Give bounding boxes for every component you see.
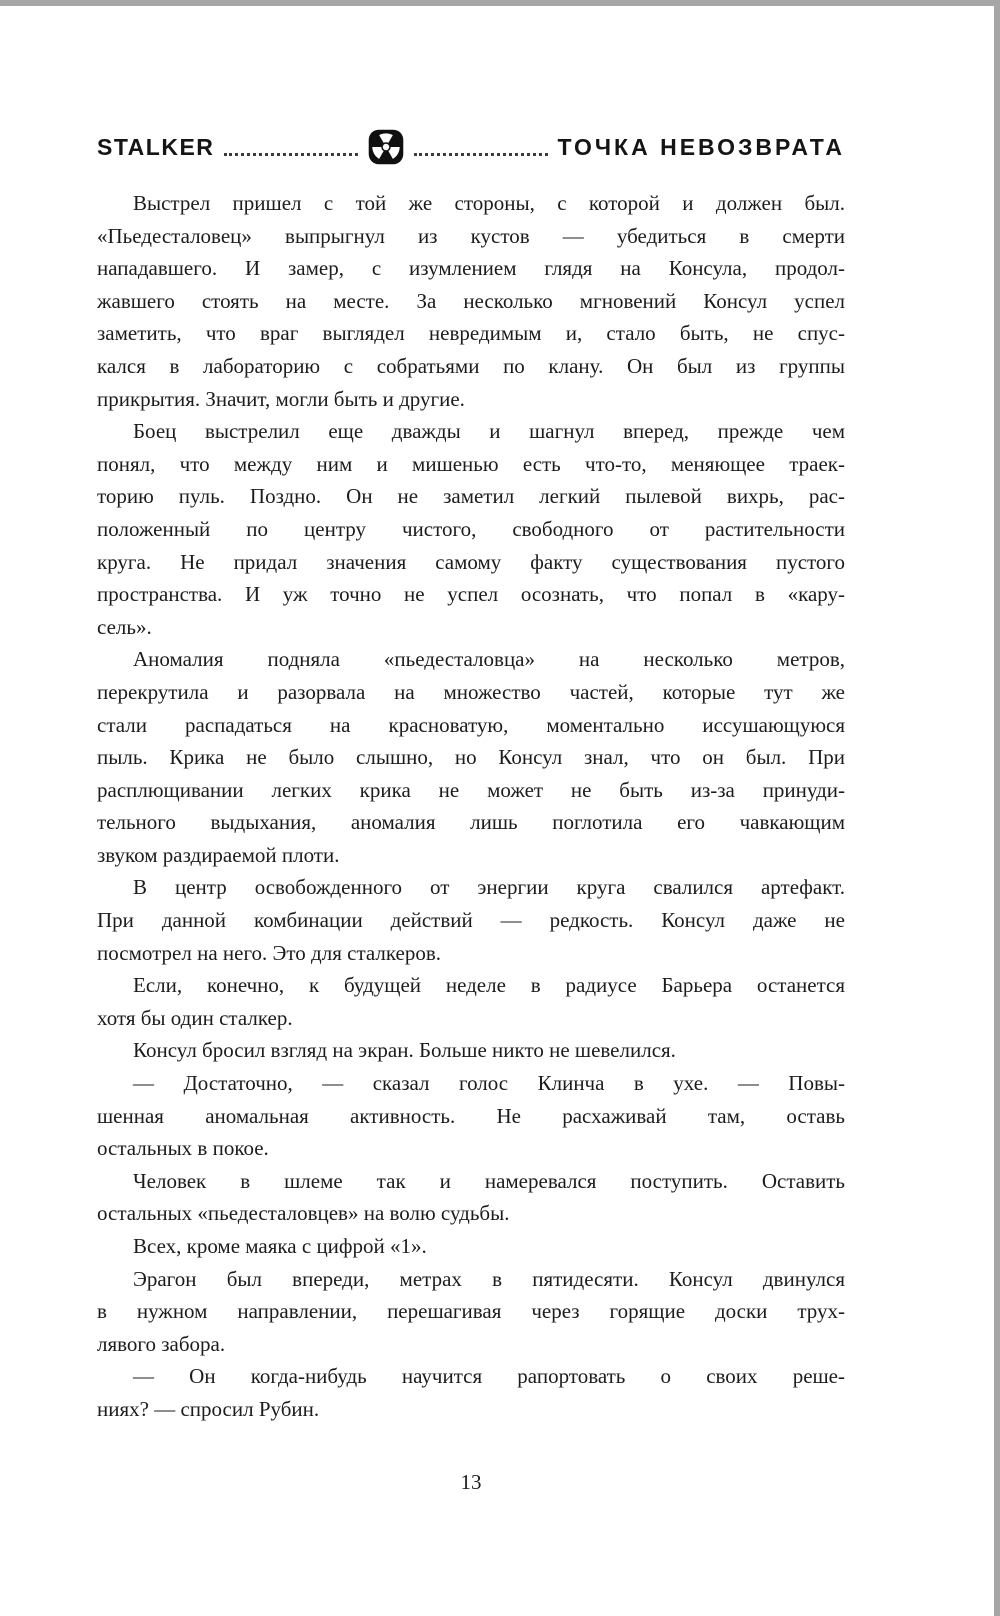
- text-line: пространства. И уж точно не успел осознать, что попал в «кару-: [97, 582, 845, 607]
- text-line: остальных в покое.: [97, 1136, 269, 1161]
- text-line: прикрытия. Значит, могли быть и другие.: [97, 386, 465, 411]
- text-line: в нужном направлении, перешагивая через горящие доски трух-: [97, 1299, 845, 1324]
- text-line: кался в лабораторию с собратьями по клану. Он был из группы: [97, 353, 845, 378]
- text-line: сель».: [97, 614, 152, 639]
- text-line: При данной комбинации действий — редкость. Консул даже не: [97, 908, 845, 933]
- text-line: круга. Не придал значения самому факту существования пустого: [97, 549, 845, 574]
- text-line: хотя бы один сталкер.: [97, 1005, 293, 1030]
- paragraph: [97, 1067, 845, 1165]
- text-line: Если, конечно, к будущей неделе в радиусе Барьера останется: [133, 973, 845, 998]
- dotted-leader-left: [224, 153, 358, 156]
- paragraph: [97, 1165, 845, 1230]
- text-line: остальных «пьедесталовцев» на волю судьбы.: [97, 1201, 510, 1226]
- paragraph: [97, 187, 845, 415]
- text-line: звуком раздираемой плоти.: [97, 842, 340, 867]
- text-line: посмотрел на него. Это для сталкеров.: [97, 940, 442, 965]
- text-line: — Он когда-нибудь научится рапортовать о своих реше-: [133, 1364, 845, 1389]
- text-line: «Пьедесталовец» выпрыгнул из кустов — убедиться в смерти: [97, 223, 845, 248]
- text-line: стали распадаться на красноватую, моментально иссушающуюся: [97, 712, 845, 737]
- paragraph: [97, 1263, 845, 1361]
- text-line: перекрутила и разорвала на множество частей, которые тут же: [97, 679, 845, 704]
- text-line: расплющивании легких крика не может не быть из-за принуди-: [97, 777, 845, 802]
- text-line: Всех, кроме маяка с цифрой «1».: [133, 1234, 427, 1258]
- text-line: Консул бросил взгляд на экран. Больше никто не шевелился.: [133, 1038, 676, 1063]
- text-line: лявого забора.: [97, 1331, 226, 1356]
- text-line: пыль. Крика не было слышно, но Консул знал, что он был. При: [97, 745, 845, 770]
- text-line: жавшего стоять на месте. За несколько мгновений Консул успел: [97, 288, 845, 313]
- text-line: заметить, что враг выглядел невредимым и, стало быть, не спус-: [97, 321, 845, 346]
- dotted-leader-right: [414, 153, 548, 156]
- paragraph: [97, 871, 845, 969]
- paragraph: [97, 643, 845, 871]
- radiation-icon: [368, 129, 404, 165]
- header-book-title: ТОЧКА НЕВОЗВРАТА: [557, 133, 845, 160]
- paragraph: [97, 415, 845, 643]
- body-text: [97, 187, 845, 1426]
- page-content: [97, 0, 845, 1495]
- text-line: Аномалия подняла «пьедесталовца» на несколько метров,: [133, 647, 845, 672]
- paragraph: [97, 969, 845, 1034]
- text-line: — Достаточно, — сказал голос Клинча в ухе. — Повы-: [133, 1071, 845, 1096]
- paragraph: [97, 1034, 845, 1067]
- text-line: понял, что между ним и мишенью есть что-то, меняющее траек-: [97, 451, 845, 476]
- text-line: положенный по центру чистого, свободного от растительности: [97, 516, 845, 541]
- text-line: В центр освобожденного от энергии круга свалился артефакт.: [133, 875, 845, 900]
- text-line: торию пуль. Поздно. Он не заметил легкий пылевой вихрь, рас-: [97, 484, 845, 509]
- text-line: Эрагон был впереди, метрах в пятидесяти. Консул двинулся: [133, 1266, 845, 1291]
- text-line: тельного выдыхания, аномалия лишь поглотила его чавкающим: [97, 810, 845, 835]
- paragraph: [97, 1360, 845, 1425]
- text-line: нападавшего. И замер, с изумлением глядя на Консула, продол-: [97, 256, 845, 281]
- page-number: 13: [460, 1469, 482, 1494]
- page-header: [97, 131, 845, 163]
- text-line: ниях? — спросил Рубин.: [97, 1396, 320, 1421]
- paragraph: [97, 1230, 845, 1263]
- text-line: шенная аномальная активность. Не расхаживай там, оставь: [97, 1103, 845, 1128]
- text-line: Боец выстрелил еще дважды и шагнул вперед, прежде чем: [133, 419, 845, 444]
- text-line: Выстрел пришел с той же стороны, с которой и должен был.: [133, 191, 845, 215]
- scan-edge-right: [994, 0, 1000, 1616]
- header-series-title: STALKER: [97, 133, 215, 160]
- text-line: Человек в шлеме так и намеревался поступить. Оставить: [133, 1168, 845, 1193]
